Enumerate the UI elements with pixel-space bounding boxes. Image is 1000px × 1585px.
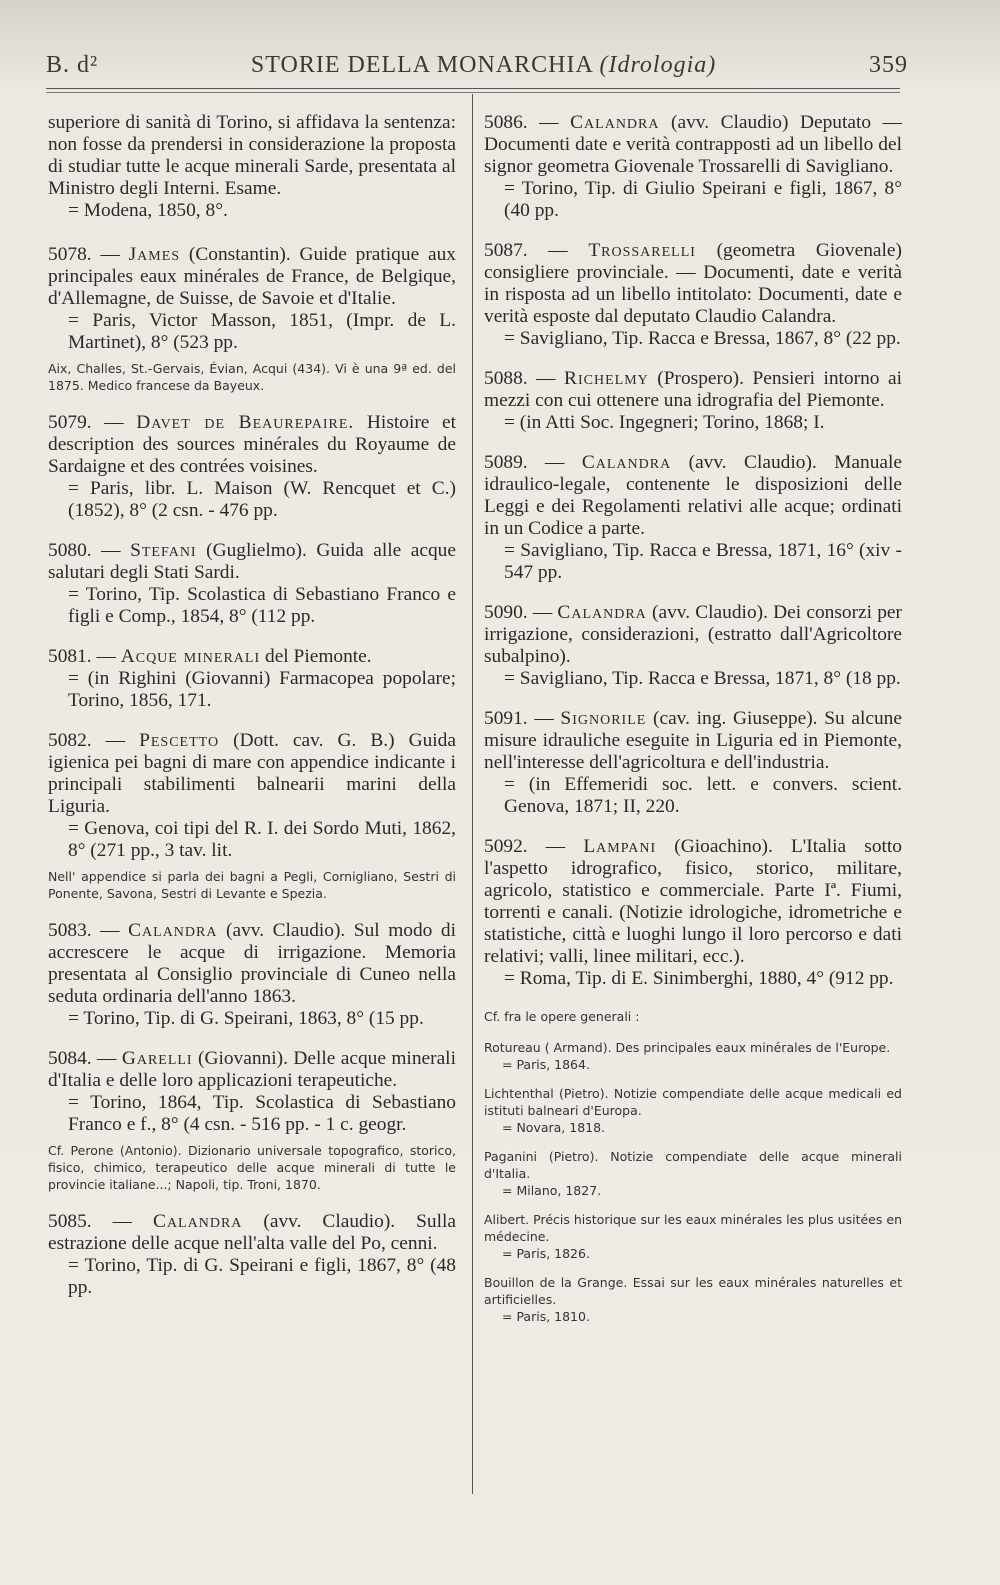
header-left: B. d²: [46, 52, 99, 78]
entry-body: [484, 112, 902, 178]
entry-number: 5081. —: [48, 646, 116, 667]
entry-number: 5078. —: [48, 244, 120, 265]
running-header: [46, 52, 908, 79]
entry-title: (avv. Claudio). Sulla estrazione delle acque nell'alta valle del Po, cenni.: [48, 1211, 456, 1254]
bibliography-entry: [48, 730, 456, 902]
continuation-paragraph: [48, 112, 456, 222]
entry-imprint: = Savigliano, Tip. Racca e Bressa, 1871, 16° (xiv - 547 pp.: [504, 540, 902, 583]
entry-imprint: = Torino, Tip. di G. Speirani e figli, 1867, 8° (48 pp.: [68, 1255, 456, 1298]
entry-number: 5087. —: [484, 240, 568, 261]
cf-reference-imprint: = Milano, 1827.: [502, 1183, 602, 1198]
entry-author: Garelli: [121, 1048, 193, 1069]
entry-body: [48, 1211, 456, 1255]
entry-body: [484, 836, 902, 968]
bibliography-entry: [484, 368, 902, 434]
entry-number: 5080. —: [48, 540, 121, 561]
header-rule-secondary: [46, 92, 900, 93]
entry-title: (avv. Claudio). Dei consorzi per irrigazione, considerazioni, (estratto dall'Agricoltore subalpino).: [484, 602, 902, 667]
continuation-text: superiore di sanità di Torino, si affidava la sentenza: non fosse da prendersi in considerazione la proposta di studiar tutte le acque minerali Sarde, presentata al Ministro degli Interni. Esame.: [48, 112, 456, 199]
entry-note: Aix, Challes, St.-Gervais, Évian, Acqui (434). Vi è una 9ª ed. del 1875. Medico francese da Bayeux.: [48, 361, 456, 393]
entry-body: [48, 646, 456, 668]
entry-title: Histoire et description des sources minérales du Royaume de Sardaigne et des contrées voisines.: [48, 412, 456, 477]
bibliography-entry: [48, 540, 456, 628]
entry-title: (Constantin). Guide pratique aux principales eaux minérales de France, de Belgique, d'Allemagne, de Suisse, de Savoie et d'Italie.: [48, 244, 456, 309]
header-title-main: STORIE DELLA MONARCHIA: [250, 52, 593, 78]
entry-author: Calandra: [153, 1211, 243, 1232]
entry-body: [484, 708, 902, 774]
entry-number: 5088. —: [484, 368, 556, 389]
entry-body: [484, 602, 902, 668]
column-divider: [472, 94, 473, 1494]
bibliography-entry: [48, 244, 456, 394]
entry-number: 5086. —: [484, 112, 559, 133]
entry-title: (geometra Giovenale) consigliere provinciale. — Documenti, date e verità in risposta ad un libello intitolato: Documenti, date e verità esposte dal deputato Claudio Calandra.: [484, 240, 902, 327]
entry-author: Signorile: [560, 708, 647, 729]
bibliography-entry: [484, 452, 902, 584]
header-title: [251, 52, 716, 79]
entry-author: Calandra: [557, 602, 647, 623]
entry-author: Calandra: [581, 452, 672, 473]
entry-body: [48, 920, 456, 1008]
entry-note: Cf. Perone (Antonio). Dizionario universale topografico, storico, fisico, chimico, terapeutico delle acque minerali di tutte le provincie italiane...; Napoli, tip. Troni, 1870.: [48, 1143, 456, 1192]
entry-number: 5085. —: [48, 1211, 133, 1232]
entry-author: Davet de Beaurepaire.: [136, 412, 355, 433]
cf-reference-imprint: = Paris, 1810.: [502, 1309, 590, 1324]
entry-number: 5079. —: [48, 412, 124, 433]
entry-imprint: = Savigliano, Tip. Racca e Bressa, 1871, 8° (18 pp.: [504, 668, 901, 689]
right-column: [484, 112, 902, 1337]
bibliography-entry: [484, 708, 902, 818]
entry-title: (avv. Claudio). Manuale idraulico-legale, contenente le disposizioni delle Leggi e dei Regolamenti relativi alle acque; ordinati in un Codice a parte.: [484, 452, 902, 539]
cf-reference-imprint: = Paris, 1826.: [502, 1246, 590, 1261]
bibliography-entry: [48, 412, 456, 522]
bibliography-entry: [484, 836, 902, 990]
entry-title: del Piemonte.: [265, 646, 372, 667]
header-rule: [46, 88, 900, 89]
bibliography-entry: [48, 1211, 456, 1299]
entry-imprint: = (in Effemeridi soc. lett. e convers. scient. Genova, 1871; II, 220.: [504, 774, 902, 817]
bibliography-entry: [484, 240, 902, 350]
cf-reference: [484, 1211, 902, 1262]
entry-author: James: [128, 244, 181, 265]
cf-reference: [484, 1039, 902, 1073]
entry-imprint: = Roma, Tip. di E. Sinimberghi, 1880, 4° (912 pp.: [504, 968, 894, 989]
header-title-sub: (Idrologia): [599, 52, 717, 78]
cf-reference: [484, 1085, 902, 1136]
entry-body: [48, 1048, 456, 1092]
entry-imprint: = Torino, 1864, Tip. Scolastica di Sebastiano Franco e f., 8° (4 csn. - 516 pp. - 1 c. geogr.: [68, 1092, 456, 1135]
entry-author: Trossarelli: [588, 240, 696, 261]
bibliography-entry: [48, 920, 456, 1030]
bibliography-entry: [484, 602, 902, 690]
entry-imprint: = Genova, coi tipi del R. I. dei Sordo Muti, 1862, 8° (271 pp., 3 tav. lit.: [68, 818, 456, 861]
entry-title: (Giovanni). Delle acque minerali d'Italia e delle loro applicazioni terapeutiche.: [48, 1048, 456, 1091]
entry-body: [48, 244, 456, 310]
bibliography-entry: [484, 112, 902, 222]
left-column: [48, 112, 456, 1317]
bibliography-entry: [48, 1048, 456, 1193]
entry-body: [48, 730, 456, 818]
entry-title: (avv. Claudio) Deputato — Documenti date e verità contrapposti ad un libello del signor geometra Giovenale Trossarelli di Savigliano.: [484, 112, 902, 177]
entry-body: [484, 240, 902, 328]
entry-author: Lampani: [583, 836, 657, 857]
cf-reference-imprint: = Novara, 1818.: [502, 1120, 606, 1135]
entry-author: Acque minerali: [120, 646, 261, 667]
entry-body: [48, 540, 456, 584]
entry-author: Stefani: [130, 540, 197, 561]
entry-imprint: = Paris, Victor Masson, 1851, (Impr. de L. Martinet), 8° (523 pp.: [68, 310, 456, 353]
entry-imprint: = Torino, Tip. di Giulio Speirani e figli, 1867, 8° (40 pp.: [504, 178, 902, 221]
cf-reference-text: Bouillon de la Grange. Essai sur les eaux minérales naturelles et artificielles.: [484, 1275, 902, 1307]
cf-heading: Cf. fra le opere generali :: [484, 1009, 640, 1024]
entry-number: 5083. —: [48, 920, 120, 941]
entry-imprint: = (in Atti Soc. Ingegneri; Torino, 1868; I.: [504, 412, 825, 433]
entry-title: (Guglielmo). Guida alle acque salutari degli Stati Sardi.: [48, 540, 456, 583]
cf-reference-text: Rotureau ( Armand). Des principales eaux minérales de l'Europe.: [484, 1040, 891, 1055]
entry-number: 5091. —: [484, 708, 554, 729]
entry-body: [484, 368, 902, 412]
entry-number: 5090. —: [484, 602, 553, 623]
bibliography-entry: [48, 646, 456, 712]
entry-number: 5084. —: [48, 1048, 117, 1069]
entry-author: Calandra: [570, 112, 660, 133]
entry-number: 5092. —: [484, 836, 566, 857]
cf-reference: [484, 1274, 902, 1325]
entry-title: (Dott. cav. G. B.) Guida igienica pei bagni di mare con appendice indicante i principali stabilimenti balnearii marini della Liguria.: [48, 730, 456, 817]
entry-number: 5089. —: [484, 452, 565, 473]
page-number: 359: [868, 52, 908, 78]
cf-reference-text: Lichtenthal (Pietro). Notizie compendiate delle acque medicali ed istituti balneari d'Europa.: [484, 1086, 902, 1118]
entry-title: (Prospero). Pensieri intorno ai mezzi con cui ottenere una idrografia del Piemonte.: [484, 368, 902, 411]
entry-imprint: = Torino, Tip. di G. Speirani, 1863, 8° (15 pp.: [68, 1008, 424, 1029]
cf-reference: [484, 1148, 902, 1199]
entry-imprint: = Paris, libr. L. Maison (W. Rencquet et C.) (1852), 8° (2 csn. - 476 pp.: [68, 478, 456, 521]
entry-imprint: = (in Righini (Giovanni) Farmacopea popolare; Torino, 1856, 171.: [68, 668, 456, 711]
entry-number: 5082. —: [48, 730, 126, 751]
entry-body: [48, 412, 456, 478]
entry-author: Richelmy: [564, 368, 649, 389]
entry-title: (Gioachino). L'Italia sotto l'aspetto idrografico, fisico, storico, militare, agricolo, statistico e commerciale. Parte Iª. Fiumi, torrenti e canali. (Notizie idrologiche, idrometriche e statistiche, città e luoghi lungo il loro percorso e dati relativi; valli, linee militari, ecc.).: [484, 836, 902, 967]
cf-reference-text: Alibert. Précis historique sur les eaux minérales les plus usitées en médecine.: [484, 1212, 902, 1244]
entry-author: Calandra: [128, 920, 218, 941]
entry-note: Nell' appendice si parla dei bagni a Pegli, Cornigliano, Sestri di Ponente, Savona, Sestri di Levante e Spezia.: [48, 869, 456, 901]
entry-title: (avv. Claudio). Sul modo di accrescere le acque di irrigazione. Memoria presentata al Consiglio provinciale di Cuneo nella seduta ordinaria dell'anno 1863.: [48, 920, 456, 1007]
entry-imprint: = Torino, Tip. Scolastica di Sebastiano Franco e figli e Comp., 1854, 8° (112 pp.: [68, 584, 456, 627]
cf-reference-text: Paganini (Pietro). Notizie compendiate delle acque minerali d'Italia.: [484, 1149, 902, 1181]
entry-body: [484, 452, 902, 540]
entry-author: Pescetto: [139, 730, 220, 751]
entry-title: (cav. ing. Giuseppe). Su alcune misure idrauliche eseguite in Liguria ed in Piemonte, nell'interesse dell'agricoltura e dell'industria.: [484, 708, 902, 773]
continuation-imprint: = Modena, 1850, 8°.: [68, 200, 228, 221]
entry-imprint: = Savigliano, Tip. Racca e Bressa, 1867, 8° (22 pp.: [504, 328, 901, 349]
cf-reference-imprint: = Paris, 1864.: [502, 1057, 590, 1072]
